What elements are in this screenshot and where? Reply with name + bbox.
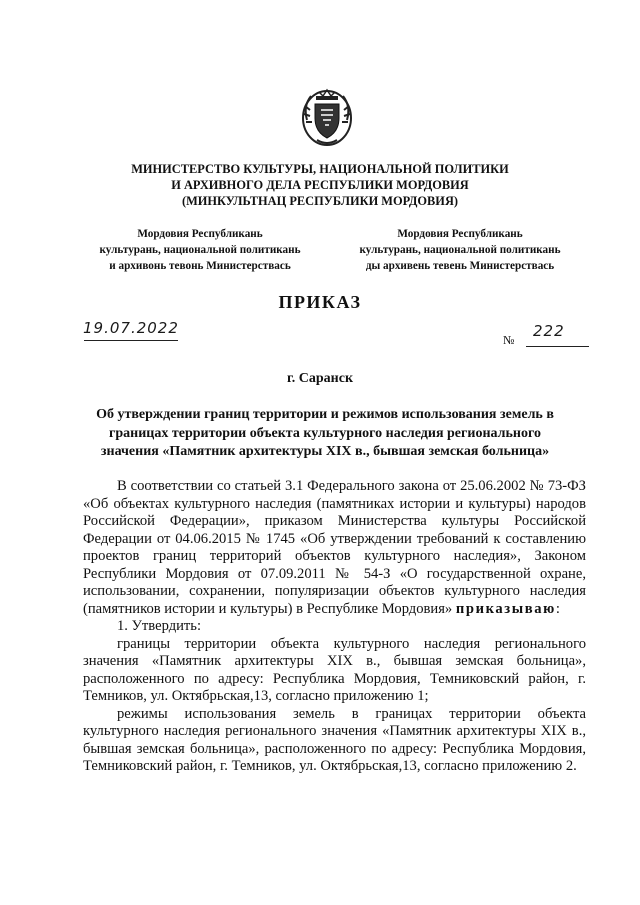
coat-of-arms-emblem [299,86,355,148]
column-line: Мордовия Республикань [137,228,263,240]
order-title: ПРИКАЗ [278,292,362,312]
point-1: 1. Утвердить: [117,618,202,634]
borders-paragraph: границы территории объекта культурного наследия регионального значения «Памятник архитектуры XIX в., бывшая земская больница», расположенного по адресу: Республика Мордовия, Темниковский район, г. Темников, ул. Октябрьская,13, согласно приложению 1; [83,635,586,704]
city: г. Саранск [286,371,354,386]
ministry-name-erzya [320,226,600,274]
order-date: 19.07.2022 [83,319,179,337]
order-body [83,478,586,776]
order-number: 222 [533,322,565,340]
subject-line: значения «Памятник архитектуры XIX в., бывшая земская больница» [100,444,550,459]
regimes-paragraph: режимы использования земель в границах территории объекта культурного наследия регионального значения «Памятник архитектуры XIX в., бывшая земская больница», расположенного по адресу: Республика Мордовия, Темниковский район, г. Темников, ул. Октябрьская,13, согласно приложению 2. [83,705,586,774]
subject-line: границах территории объекта культурного наследия регионального [109,425,541,441]
order-subject [60,406,590,462]
number-underline [526,346,589,347]
column-line: Мордовия Республикань [397,228,523,240]
column-line: ды архивень тевень Министерствась [365,260,555,272]
order-word: приказываю [455,600,556,617]
column-line: и архивонь тевонь Министерствась [109,260,291,272]
ministry-name-moksha [60,226,340,274]
ministry-line: (МИНКУЛЬТНАЦ РЕСПУБЛИКИ МОРДОВИЯ) [181,194,459,208]
ministry-line: И АРХИВНОГО ДЕЛА РЕСПУБЛИКИ МОРДОВИЯ [171,178,469,192]
date-underline [84,340,178,341]
preamble-paragraph: В соответствии со статьей 3.1 Федерального закона от 25.06.2002 № 73-ФЗ «Об объектах культурного наследия (памятниках истории и культуры) народов Российской Федерации», приказом Министерства культуры Российской Федерации от 04.06.2015 № 1745 «Об утверждении требований к составлению проектов границ территорий объектов культурного наследия», Законом Республики Мордовия от 07.09.2011 № 54-З «О государственной охране, использовании, сохранении, популяризации объектов культурного наследия (памятников истории и культуры) в Республике Мордовия» приказываю: [83,478,586,617]
number-label: № [503,333,515,347]
column-line: культурань, национальной политикань [359,244,561,256]
ministry-header [0,161,640,209]
ministry-line: МИНИСТЕРСТВО КУЛЬТУРЫ, НАЦИОНАЛЬНОЙ ПОЛИТИКИ [131,162,509,176]
preamble-text: В соответствии со статьей 3.1 Федерального закона от 25.06.2002 № 73-ФЗ «Об объектах культурного наследия (памятниках истории и культуры) народов Российской Федерации», приказом Министерства культуры Российской Федерации от 04.06.2015 № 1745 «Об утверждении требований к составлению проектов границ территорий объектов культурного наследия», Законом Республики Мордовия от 07.09.2011 № 54-З «О государственной охране, использовании, сохранении, популяризации объектов культурного наследия (памятников истории и культуры) в Республике Мордовия» [83,478,586,617]
subject-line: Об утверждении границ территории и режимов использования земель в [96,407,554,422]
column-line: культурань, национальной политикань [99,244,301,256]
